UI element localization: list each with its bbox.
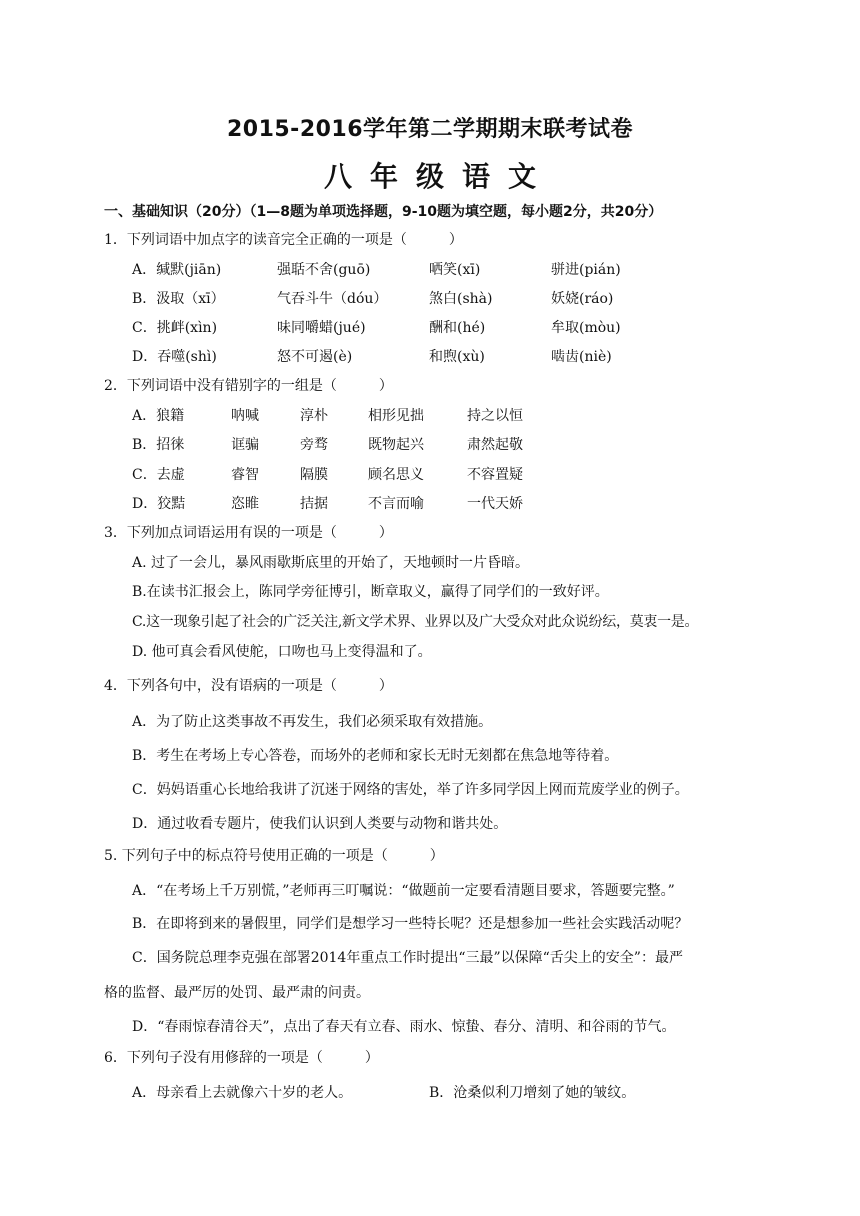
q2-option-c3: 隔膜 (300, 467, 328, 483)
q2-option-a2: 呐喊 (231, 408, 259, 424)
q2-option-c1: C．去虚 (132, 467, 185, 483)
q5-option-a: A．“在考场上千万别慌，”老师再三叮嘱说：“做题前一定要看清题目要求，答题要完整。” (132, 883, 675, 899)
q2-option-d5: 一代天娇 (467, 496, 523, 512)
q1-option-b3: 煞白(shà) (429, 291, 493, 307)
q2-option-c5: 不容置疑 (467, 467, 523, 483)
q2-option-b1: B．招徕 (132, 437, 185, 453)
q1-option-c2: 味同嚼蜡(jué) (277, 320, 366, 336)
q1-option-d1: D．吞噬(shì) (132, 349, 217, 365)
q2-option-b4: 既物起兴 (368, 437, 424, 453)
section-heading: 一、基础知识（20分）（1—8题为单项选择题，9-10题为填空题，每小题2分，共20分） (104, 204, 663, 220)
q5-option-c-cont: 格的监督、最严厉的处罚、最严肃的问责。 (104, 985, 370, 1001)
q2-option-b5: 肃然起敬 (467, 437, 523, 453)
q1-option-a1: A．缄默(jiān) (132, 262, 222, 278)
q2-option-a5: 持之以恒 (467, 408, 523, 424)
q2-option-a4: 相形见拙 (368, 408, 424, 424)
q1-option-c4: 牟取(mòu) (551, 320, 621, 336)
exam-subtitle: 八年级语文 (323, 160, 554, 193)
q2-option-d1: D．狡黠 (132, 496, 186, 512)
q2-option-c4: 顾名思义 (368, 467, 424, 483)
q2-option-d2: 恣睢 (231, 496, 259, 512)
q1-option-d2: 怒不可遏(è) (277, 349, 353, 365)
q2-option-d4: 不言而喻 (368, 496, 424, 512)
q2-option-b2: 诓骗 (231, 437, 259, 453)
q5-option-d: D．“春雨惊春清谷天”，点出了春天有立春、雨水、惊蛰、春分、清明、和谷雨的节气。 (132, 1019, 676, 1035)
q3-option-d: D. 他可真会看风使舵，口吻也马上变得温和了。 (132, 644, 432, 660)
q2-option-a1: A．狼籍 (132, 408, 185, 424)
question-2-stem: 2．下列词语中没有错别字的一组是（ ） (104, 378, 393, 394)
q2-option-a3: 淳朴 (300, 408, 328, 424)
q1-option-a2: 强聒不舍(guō) (277, 262, 371, 278)
q1-option-b1: B．汲取（xī） (132, 291, 225, 307)
q1-option-a4: 骈进(pián) (551, 262, 621, 278)
q1-option-c1: C．挑衅(xìn) (132, 320, 218, 336)
q4-option-b: B．考生在考场上专心答卷，而场外的老师和家长无时无刻都在焦急地等待着。 (132, 748, 619, 764)
question-4-stem: 4．下列各句中，没有语病的一项是（ ） (104, 678, 393, 694)
q5-option-b: B．在即将到来的暑假里，同学们是想学习一些特长呢？还是想参加一些社会实践活动呢？ (132, 916, 689, 932)
q3-option-c: C.这一现象引起了社会的广泛关注,新文学术界、业界以及广大受众对此众说纷纭，莫衷一是。 (132, 614, 699, 630)
q5-option-c: C．国务院总理李克强在部署2014年重点工作时提出“三最”以保障“舌尖上的安全”：最严 (132, 950, 683, 966)
q1-option-c3: 酬和(hé) (429, 320, 486, 336)
q6-option-b: B．沧桑似利刀增刻了她的皱纹。 (429, 1085, 636, 1101)
q2-option-c2: 睿智 (231, 467, 259, 483)
q2-option-d3: 拮据 (300, 496, 328, 512)
q4-option-a: A．为了防止这类事故不再发生，我们必须采取有效措施。 (132, 714, 493, 730)
q2-option-b3: 旁骛 (300, 437, 328, 453)
q6-option-a: A．母亲看上去就像六十岁的老人。 (132, 1085, 353, 1101)
q1-option-d4: 啮齿(niè) (551, 349, 612, 365)
question-6-stem: 6．下列句子没有用修辞的一项是（ ） (104, 1050, 379, 1066)
question-5-stem: 5. 下列句子中的标点符号使用正确的一项是（ ） (104, 848, 444, 864)
q1-option-d3: 和煦(xù) (429, 349, 485, 365)
question-3-stem: 3．下列加点词语运用有误的一项是（ ） (104, 525, 393, 541)
q1-option-b2: 气吞斗牛（dóu） (277, 291, 388, 307)
q1-option-a3: 哂笑(xī) (429, 262, 481, 278)
exam-title: 2015-2016学年第二学期期末联考试卷 (226, 117, 634, 142)
q1-option-b4: 妖娆(ráo) (551, 291, 614, 307)
q3-option-a: A. 过了一会儿，暴风雨歇斯底里的开始了，天地顿时一片昏暗。 (132, 555, 530, 571)
q4-option-c: C．妈妈语重心长地给我讲了沉迷于网络的害处，举了许多同学因上网而荒废学业的例子。 (132, 782, 689, 798)
question-1-stem: 1．下列词语中加点字的读音完全正确的一项是（ ） (104, 232, 463, 248)
q4-option-d: D．通过收看专题片，使我们认识到人类要与动物和谐共处。 (132, 816, 508, 832)
q3-option-b: B.在读书汇报会上，陈同学旁征博引，断章取义，赢得了同学们的一致好评。 (132, 584, 609, 600)
